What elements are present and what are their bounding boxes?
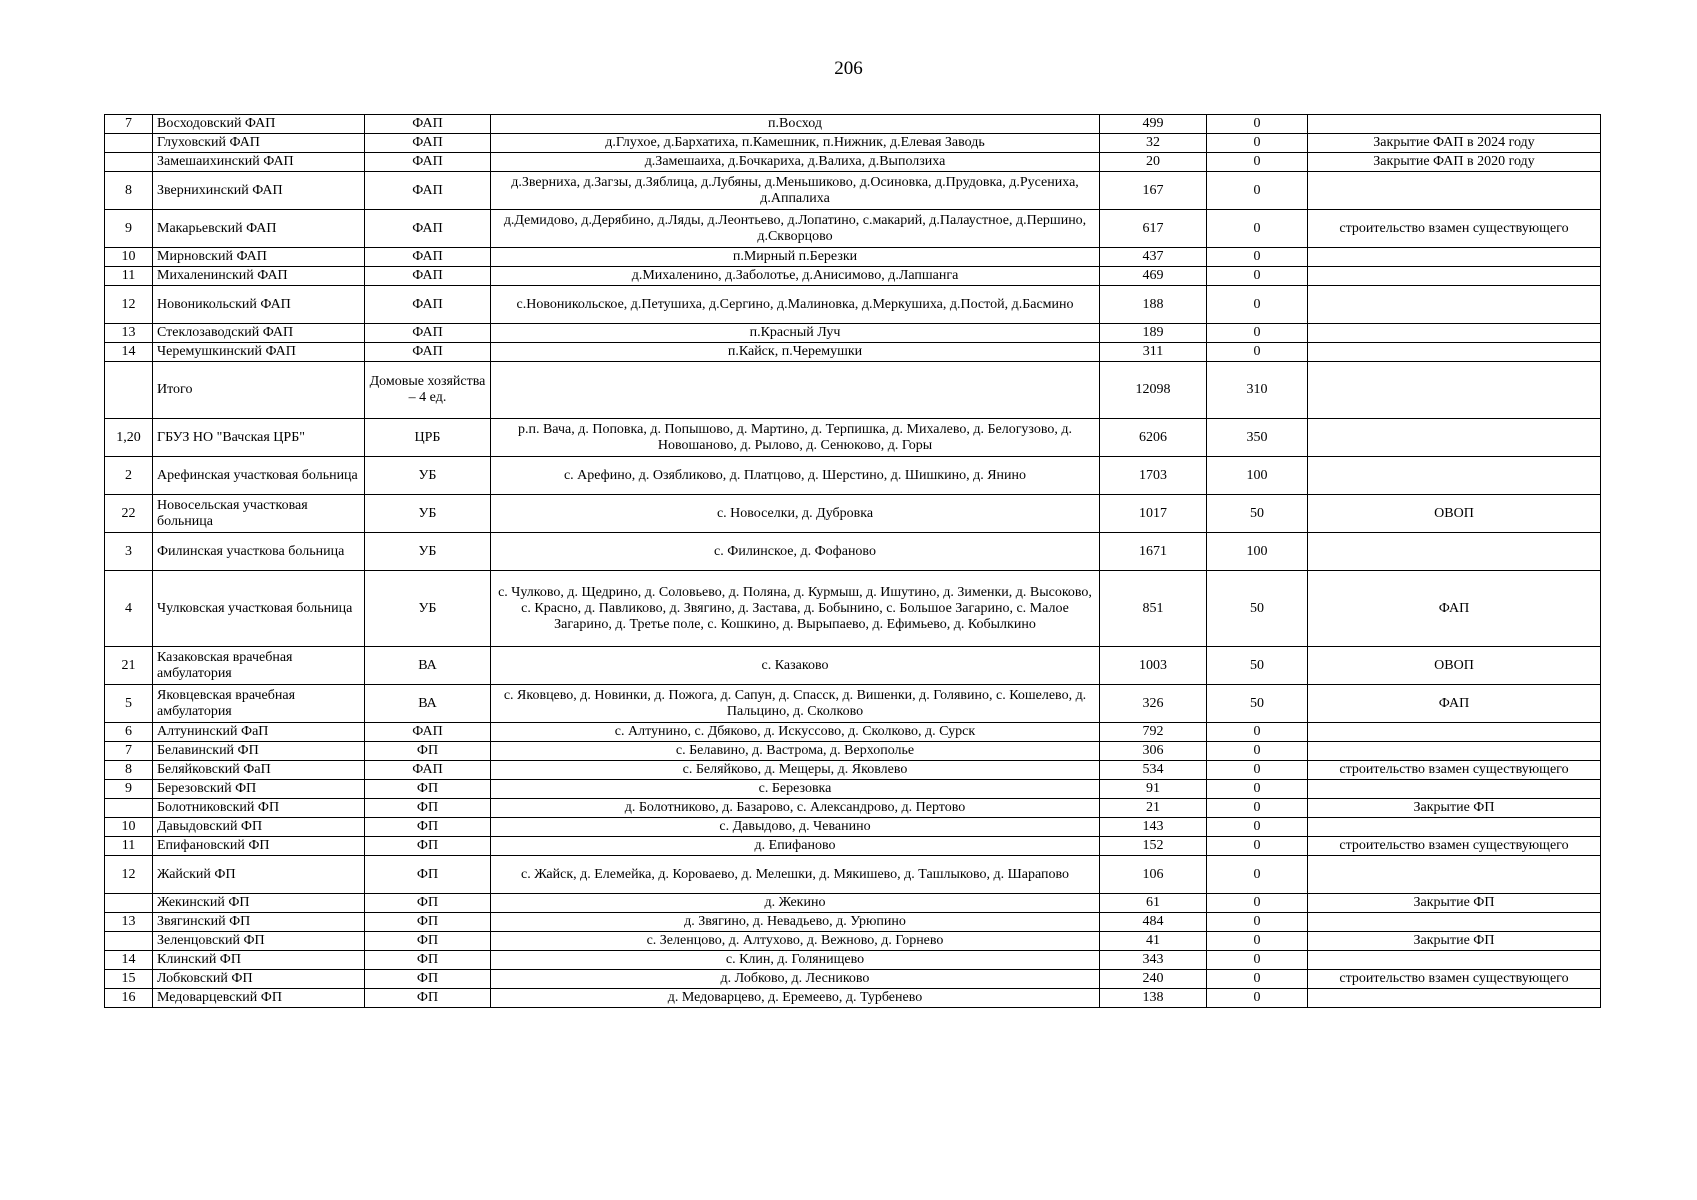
cell-number: 21 bbox=[105, 647, 153, 685]
cell-facility-type: УБ bbox=[365, 533, 491, 571]
table-row bbox=[105, 742, 1601, 761]
cell-facility-name: Казаковская врачебная амбулатория bbox=[153, 647, 365, 685]
cell-number bbox=[105, 153, 153, 172]
cell-note bbox=[1308, 533, 1601, 571]
cell-facility-name: Итого bbox=[153, 362, 365, 419]
cell-facility-type: ФАП bbox=[365, 343, 491, 362]
cell-beds: 50 bbox=[1207, 495, 1308, 533]
cell-facility-name: Епифановский ФП bbox=[153, 837, 365, 856]
cell-facility-type: ФП bbox=[365, 970, 491, 989]
cell-facility-name: Зеленцовский ФП bbox=[153, 932, 365, 951]
cell-settlements: с. Белавино, д. Вастрома, д. Верхополье bbox=[491, 742, 1100, 761]
cell-number: 13 bbox=[105, 324, 153, 343]
cell-settlements: с. Новоселки, д. Дубровка bbox=[491, 495, 1100, 533]
cell-facility-name: Арефинская участковая больница bbox=[153, 457, 365, 495]
cell-facility-type: ВА bbox=[365, 647, 491, 685]
cell-note bbox=[1308, 343, 1601, 362]
cell-facility-name: Глуховский ФАП bbox=[153, 134, 365, 153]
cell-facility-name: Восходовский ФАП bbox=[153, 115, 365, 134]
cell-number: 9 bbox=[105, 780, 153, 799]
cell-note: строительство взамен существующего bbox=[1308, 761, 1601, 780]
cell-number: 15 bbox=[105, 970, 153, 989]
cell-beds: 0 bbox=[1207, 153, 1308, 172]
cell-population: 21 bbox=[1100, 799, 1207, 818]
cell-number: 8 bbox=[105, 172, 153, 210]
cell-facility-type: ФП bbox=[365, 856, 491, 894]
cell-number: 11 bbox=[105, 267, 153, 286]
table-row bbox=[105, 818, 1601, 837]
cell-beds: 0 bbox=[1207, 780, 1308, 799]
cell-facility-type: ФП bbox=[365, 742, 491, 761]
cell-facility-name: Филинская участкова больница bbox=[153, 533, 365, 571]
cell-note bbox=[1308, 913, 1601, 932]
cell-beds: 0 bbox=[1207, 932, 1308, 951]
cell-beds: 0 bbox=[1207, 742, 1308, 761]
cell-number: 6 bbox=[105, 723, 153, 742]
cell-facility-type: ФАП bbox=[365, 324, 491, 343]
cell-facility-name: Новосельская участковая больница bbox=[153, 495, 365, 533]
cell-note bbox=[1308, 324, 1601, 343]
table-row bbox=[105, 286, 1601, 324]
cell-number: 2 bbox=[105, 457, 153, 495]
cell-note bbox=[1308, 286, 1601, 324]
cell-settlements: д.Глухое, д.Бархатиха, п.Камешник, п.Нижник, д.Елевая Заводь bbox=[491, 134, 1100, 153]
cell-population: 12098 bbox=[1100, 362, 1207, 419]
cell-facility-type: ФП bbox=[365, 799, 491, 818]
cell-note: ФАП bbox=[1308, 571, 1601, 647]
table-row bbox=[105, 856, 1601, 894]
cell-settlements: с. Зеленцово, д. Алтухово, д. Вежново, д. Горнево bbox=[491, 932, 1100, 951]
cell-settlements: д. Звягино, д. Невадьево, д. Урюпино bbox=[491, 913, 1100, 932]
cell-number: 11 bbox=[105, 837, 153, 856]
cell-population: 143 bbox=[1100, 818, 1207, 837]
cell-facility-type: ФАП bbox=[365, 267, 491, 286]
table-row bbox=[105, 951, 1601, 970]
cell-beds: 50 bbox=[1207, 685, 1308, 723]
table-row bbox=[105, 153, 1601, 172]
cell-number: 1,20 bbox=[105, 419, 153, 457]
cell-beds: 0 bbox=[1207, 951, 1308, 970]
cell-settlements: д. Медоварцево, д. Еремеево, д. Турбенево bbox=[491, 989, 1100, 1008]
cell-number: 9 bbox=[105, 210, 153, 248]
cell-facility-name: Мирновский ФАП bbox=[153, 248, 365, 267]
cell-facility-name: Стеклозаводский ФАП bbox=[153, 324, 365, 343]
cell-population: 343 bbox=[1100, 951, 1207, 970]
cell-note bbox=[1308, 419, 1601, 457]
cell-beds: 0 bbox=[1207, 286, 1308, 324]
cell-settlements: д. Жекино bbox=[491, 894, 1100, 913]
cell-beds: 0 bbox=[1207, 894, 1308, 913]
cell-settlements: с.Новоникольское, д.Петушиха, д.Сергино, д.Малиновка, д.Меркушиха, д.Постой, д.Басмино bbox=[491, 286, 1100, 324]
cell-number: 7 bbox=[105, 115, 153, 134]
cell-beds: 100 bbox=[1207, 457, 1308, 495]
cell-facility-type: ФП bbox=[365, 989, 491, 1008]
cell-note bbox=[1308, 951, 1601, 970]
cell-facility-type: ФАП bbox=[365, 286, 491, 324]
cell-note: Закрытие ФП bbox=[1308, 799, 1601, 818]
cell-settlements: с. Давыдово, д. Чеванино bbox=[491, 818, 1100, 837]
cell-population: 534 bbox=[1100, 761, 1207, 780]
cell-number bbox=[105, 134, 153, 153]
table-row bbox=[105, 267, 1601, 286]
cell-note: Закрытие ФП bbox=[1308, 932, 1601, 951]
cell-settlements: д. Болотниково, д. Базарово, с. Александрово, д. Пертово bbox=[491, 799, 1100, 818]
table-row bbox=[105, 495, 1601, 533]
cell-facility-name: Замешаихинский ФАП bbox=[153, 153, 365, 172]
cell-facility-type: ФАП bbox=[365, 248, 491, 267]
cell-settlements: д.Зверниха, д.Загзы, д.Зяблица, д.Лубяны, д.Меньшиково, д.Осиновка, д.Прудовка, д.Русениха, д.Аппалиха bbox=[491, 172, 1100, 210]
cell-number: 16 bbox=[105, 989, 153, 1008]
cell-number: 14 bbox=[105, 343, 153, 362]
cell-number: 12 bbox=[105, 286, 153, 324]
cell-beds: 0 bbox=[1207, 799, 1308, 818]
cell-population: 106 bbox=[1100, 856, 1207, 894]
cell-number: 12 bbox=[105, 856, 153, 894]
cell-number bbox=[105, 362, 153, 419]
cell-facility-type: ЦРБ bbox=[365, 419, 491, 457]
cell-beds: 0 bbox=[1207, 970, 1308, 989]
cell-number: 14 bbox=[105, 951, 153, 970]
cell-facility-name: Белавинский ФП bbox=[153, 742, 365, 761]
table-row bbox=[105, 837, 1601, 856]
cell-note: строительство взамен существующего bbox=[1308, 210, 1601, 248]
cell-beds: 0 bbox=[1207, 248, 1308, 267]
cell-number: 22 bbox=[105, 495, 153, 533]
cell-facility-type: ФП bbox=[365, 894, 491, 913]
cell-population: 167 bbox=[1100, 172, 1207, 210]
cell-settlements: с. Березовка bbox=[491, 780, 1100, 799]
cell-facility-type: УБ bbox=[365, 571, 491, 647]
cell-settlements: п.Красный Луч bbox=[491, 324, 1100, 343]
table-row bbox=[105, 248, 1601, 267]
cell-beds: 0 bbox=[1207, 115, 1308, 134]
cell-note bbox=[1308, 780, 1601, 799]
cell-number: 4 bbox=[105, 571, 153, 647]
table-row bbox=[105, 343, 1601, 362]
cell-beds: 0 bbox=[1207, 989, 1308, 1008]
cell-settlements: с. Филинское, д. Фофаново bbox=[491, 533, 1100, 571]
cell-settlements: д.Демидово, д.Дерябино, д.Ляды, д.Леонтьево, д.Лопатино, с.макарий, д.Палаустное, д.Першино, д.Скворцово bbox=[491, 210, 1100, 248]
cell-settlements: п.Кайск, п.Черемушки bbox=[491, 343, 1100, 362]
cell-note bbox=[1308, 267, 1601, 286]
table-row bbox=[105, 913, 1601, 932]
facilities-table bbox=[104, 114, 1601, 1008]
cell-population: 61 bbox=[1100, 894, 1207, 913]
table-row bbox=[105, 210, 1601, 248]
cell-beds: 310 bbox=[1207, 362, 1308, 419]
cell-note bbox=[1308, 362, 1601, 419]
cell-settlements: с. Жайск, д. Елемейка, д. Короваево, д. Мелешки, д. Мякишево, д. Ташлыково, д. Шарапово bbox=[491, 856, 1100, 894]
cell-population: 311 bbox=[1100, 343, 1207, 362]
cell-number: 3 bbox=[105, 533, 153, 571]
cell-note: Закрытие ФАП в 2024 году bbox=[1308, 134, 1601, 153]
cell-population: 326 bbox=[1100, 685, 1207, 723]
cell-note bbox=[1308, 248, 1601, 267]
table-row bbox=[105, 115, 1601, 134]
table-row bbox=[105, 172, 1601, 210]
cell-population: 437 bbox=[1100, 248, 1207, 267]
cell-beds: 350 bbox=[1207, 419, 1308, 457]
cell-beds: 0 bbox=[1207, 343, 1308, 362]
cell-note: Закрытие ФП bbox=[1308, 894, 1601, 913]
cell-facility-type: ФАП bbox=[365, 172, 491, 210]
cell-number bbox=[105, 932, 153, 951]
cell-facility-name: Беляйковский ФаП bbox=[153, 761, 365, 780]
cell-facility-name: Чулковская участковая больница bbox=[153, 571, 365, 647]
cell-population: 1003 bbox=[1100, 647, 1207, 685]
cell-number: 13 bbox=[105, 913, 153, 932]
cell-facility-type: УБ bbox=[365, 495, 491, 533]
cell-facility-type: ФП bbox=[365, 818, 491, 837]
cell-settlements: д. Епифаново bbox=[491, 837, 1100, 856]
table-row bbox=[105, 761, 1601, 780]
cell-facility-name: Звернихинский ФАП bbox=[153, 172, 365, 210]
cell-beds: 0 bbox=[1207, 818, 1308, 837]
table-row bbox=[105, 419, 1601, 457]
table-row bbox=[105, 533, 1601, 571]
cell-beds: 0 bbox=[1207, 856, 1308, 894]
cell-facility-name: Макарьевский ФАП bbox=[153, 210, 365, 248]
cell-beds: 0 bbox=[1207, 723, 1308, 742]
table-body bbox=[105, 115, 1601, 1008]
cell-facility-name: Новоникольский ФАП bbox=[153, 286, 365, 324]
cell-population: 484 bbox=[1100, 913, 1207, 932]
cell-population: 188 bbox=[1100, 286, 1207, 324]
cell-facility-name: Клинский ФП bbox=[153, 951, 365, 970]
cell-population: 499 bbox=[1100, 115, 1207, 134]
cell-facility-type: ФАП bbox=[365, 723, 491, 742]
table-row bbox=[105, 647, 1601, 685]
table-row bbox=[105, 571, 1601, 647]
cell-beds: 50 bbox=[1207, 571, 1308, 647]
cell-note bbox=[1308, 818, 1601, 837]
cell-settlements: п.Мирный п.Березки bbox=[491, 248, 1100, 267]
cell-note bbox=[1308, 457, 1601, 495]
cell-beds: 0 bbox=[1207, 134, 1308, 153]
cell-settlements: с. Беляйково, д. Мещеры, д. Яковлево bbox=[491, 761, 1100, 780]
cell-note bbox=[1308, 723, 1601, 742]
cell-population: 469 bbox=[1100, 267, 1207, 286]
cell-settlements: д.Замешаиха, д.Бочкариха, д.Валиха, д.Выползиха bbox=[491, 153, 1100, 172]
cell-facility-name: Черемушкинский ФАП bbox=[153, 343, 365, 362]
cell-facility-type: ФАП bbox=[365, 153, 491, 172]
cell-settlements bbox=[491, 362, 1100, 419]
cell-settlements: с. Чулково, д. Щедрино, д. Соловьево, д. Поляна, д. Курмыш, д. Ишутино, д. Зименки, д. Высоково, с. Красно, д. Павликово, д. Звягино, д. Застава, д. Бобынино, с. Большое Загарино, с. Малое Загарино, д. Третье поле, с. Кошкино, д. Вырыпаево, д. Ефимьево, д. Кобылкино bbox=[491, 571, 1100, 647]
cell-settlements: с. Алтунино, с. Дбяково, д. Искуссово, д. Сколково, д. Сурск bbox=[491, 723, 1100, 742]
cell-note: строительство взамен существующего bbox=[1308, 970, 1601, 989]
cell-facility-name: Жекинский ФП bbox=[153, 894, 365, 913]
table-row bbox=[105, 932, 1601, 951]
cell-settlements: с. Яковцево, д. Новинки, д. Пожога, д. Сапун, д. Спасск, д. Вишенки, д. Голявино, с. Кошелево, д. Пальцино, д. Сколково bbox=[491, 685, 1100, 723]
cell-note: ОВОП bbox=[1308, 495, 1601, 533]
cell-settlements: р.п. Вача, д. Поповка, д. Попышово, д. Мартино, д. Терпишка, д. Михалево, д. Белогузово, д. Новошаново, д. Рылово, д. Сенюково, д. Горы bbox=[491, 419, 1100, 457]
cell-facility-name: Алтунинский ФаП bbox=[153, 723, 365, 742]
cell-population: 138 bbox=[1100, 989, 1207, 1008]
cell-note: Закрытие ФАП в 2020 году bbox=[1308, 153, 1601, 172]
cell-beds: 50 bbox=[1207, 647, 1308, 685]
cell-number: 10 bbox=[105, 818, 153, 837]
cell-population: 1671 bbox=[1100, 533, 1207, 571]
cell-population: 851 bbox=[1100, 571, 1207, 647]
cell-facility-type: ФП bbox=[365, 932, 491, 951]
cell-facility-name: Болотниковский ФП bbox=[153, 799, 365, 818]
cell-population: 6206 bbox=[1100, 419, 1207, 457]
cell-population: 32 bbox=[1100, 134, 1207, 153]
table-row bbox=[105, 894, 1601, 913]
cell-note bbox=[1308, 856, 1601, 894]
cell-facility-type: ФАП bbox=[365, 134, 491, 153]
cell-facility-name: Лобковский ФП bbox=[153, 970, 365, 989]
cell-facility-type: ФП bbox=[365, 780, 491, 799]
cell-note: ФАП bbox=[1308, 685, 1601, 723]
cell-facility-name: ГБУЗ НО "Вачская ЦРБ" bbox=[153, 419, 365, 457]
cell-settlements: с. Казаково bbox=[491, 647, 1100, 685]
cell-note: ОВОП bbox=[1308, 647, 1601, 685]
cell-number: 10 bbox=[105, 248, 153, 267]
cell-beds: 0 bbox=[1207, 761, 1308, 780]
cell-facility-name: Давыдовский ФП bbox=[153, 818, 365, 837]
cell-facility-name: Михаленинский ФАП bbox=[153, 267, 365, 286]
cell-note bbox=[1308, 172, 1601, 210]
cell-settlements: п.Восход bbox=[491, 115, 1100, 134]
cell-beds: 0 bbox=[1207, 210, 1308, 248]
cell-facility-name: Яковцевская врачебная амбулатория bbox=[153, 685, 365, 723]
table-row bbox=[105, 457, 1601, 495]
cell-facility-type: УБ bbox=[365, 457, 491, 495]
cell-note bbox=[1308, 115, 1601, 134]
table-row bbox=[105, 799, 1601, 818]
cell-beds: 100 bbox=[1207, 533, 1308, 571]
cell-facility-type: Домовые хозяйства – 4 ед. bbox=[365, 362, 491, 419]
cell-beds: 0 bbox=[1207, 172, 1308, 210]
cell-population: 1017 bbox=[1100, 495, 1207, 533]
cell-beds: 0 bbox=[1207, 267, 1308, 286]
cell-settlements: д.Михаленино, д.Заболотье, д.Анисимово, д.Лапшанга bbox=[491, 267, 1100, 286]
cell-facility-type: ФАП bbox=[365, 115, 491, 134]
cell-number: 8 bbox=[105, 761, 153, 780]
cell-population: 41 bbox=[1100, 932, 1207, 951]
cell-facility-type: ФП bbox=[365, 837, 491, 856]
cell-number: 7 bbox=[105, 742, 153, 761]
page-number: 206 bbox=[834, 58, 863, 79]
cell-number bbox=[105, 799, 153, 818]
cell-population: 306 bbox=[1100, 742, 1207, 761]
cell-settlements: д. Лобково, д. Лесниково bbox=[491, 970, 1100, 989]
cell-facility-type: ФАП bbox=[365, 210, 491, 248]
table-row bbox=[105, 324, 1601, 343]
cell-population: 240 bbox=[1100, 970, 1207, 989]
cell-facility-type: ФП bbox=[365, 913, 491, 932]
cell-facility-name: Звягинский ФП bbox=[153, 913, 365, 932]
cell-number: 5 bbox=[105, 685, 153, 723]
cell-population: 152 bbox=[1100, 837, 1207, 856]
cell-note bbox=[1308, 742, 1601, 761]
cell-beds: 0 bbox=[1207, 837, 1308, 856]
cell-facility-type: ФАП bbox=[365, 761, 491, 780]
cell-facility-type: ФП bbox=[365, 951, 491, 970]
cell-settlements: с. Клин, д. Голянищево bbox=[491, 951, 1100, 970]
cell-beds: 0 bbox=[1207, 324, 1308, 343]
cell-number bbox=[105, 894, 153, 913]
cell-settlements: с. Арефино, д. Озябликово, д. Платцово, д. Шерстино, д. Шишкино, д. Янино bbox=[491, 457, 1100, 495]
table-row bbox=[105, 685, 1601, 723]
cell-note bbox=[1308, 989, 1601, 1008]
cell-population: 20 bbox=[1100, 153, 1207, 172]
table-row bbox=[105, 362, 1601, 419]
cell-population: 189 bbox=[1100, 324, 1207, 343]
table-row bbox=[105, 780, 1601, 799]
cell-population: 617 bbox=[1100, 210, 1207, 248]
cell-population: 1703 bbox=[1100, 457, 1207, 495]
cell-beds: 0 bbox=[1207, 913, 1308, 932]
cell-facility-name: Жайский ФП bbox=[153, 856, 365, 894]
cell-population: 792 bbox=[1100, 723, 1207, 742]
table-row bbox=[105, 723, 1601, 742]
cell-population: 91 bbox=[1100, 780, 1207, 799]
table-row bbox=[105, 989, 1601, 1008]
cell-note: строительство взамен существующего bbox=[1308, 837, 1601, 856]
table-row bbox=[105, 134, 1601, 153]
cell-facility-name: Медоварцевский ФП bbox=[153, 989, 365, 1008]
table-row bbox=[105, 970, 1601, 989]
cell-facility-type: ВА bbox=[365, 685, 491, 723]
cell-facility-name: Березовский ФП bbox=[153, 780, 365, 799]
